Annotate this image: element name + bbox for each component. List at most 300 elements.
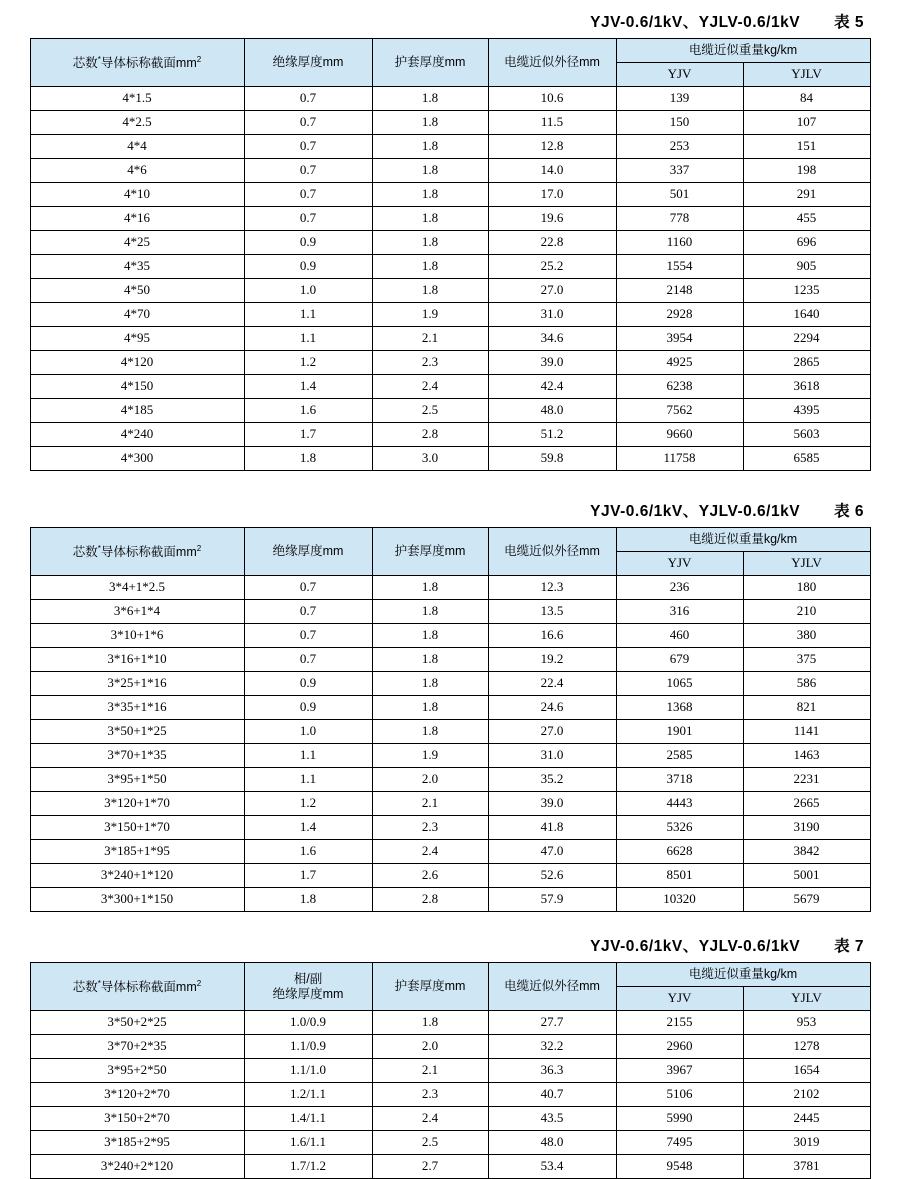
cell-insulation: 1.1 — [244, 303, 372, 327]
cell-yjlv: 586 — [743, 672, 870, 696]
caption-number-6: 表 6 — [834, 503, 864, 520]
cell-sheath: 2.7 — [372, 1155, 488, 1179]
cell-yjlv: 1654 — [743, 1059, 870, 1083]
cell-insulation: 1.1/0.9 — [244, 1035, 372, 1059]
header-sup-star-5: * — [97, 54, 101, 64]
table-row — [30, 1107, 870, 1131]
cell-yjv: 2960 — [616, 1035, 743, 1059]
cell-insulation: 0.7 — [244, 648, 372, 672]
cell-sheath: 1.8 — [372, 279, 488, 303]
table-row — [30, 576, 870, 600]
cell-sheath: 1.8 — [372, 231, 488, 255]
table-row — [30, 183, 870, 207]
cell-spec: 3*185+2*95 — [30, 1131, 244, 1155]
header-text-cores-5: 芯数 — [72, 55, 98, 70]
cell-sheath: 1.8 — [372, 87, 488, 111]
header-cell-section-7 — [30, 963, 244, 1011]
table-row — [30, 351, 870, 375]
cell-spec: 4*2.5 — [30, 111, 244, 135]
table-row — [30, 792, 870, 816]
cell-yjv: 10320 — [616, 888, 743, 912]
table-row — [30, 87, 870, 111]
table-head-6 — [30, 528, 870, 576]
cell-sheath: 1.8 — [372, 135, 488, 159]
cell-insulation: 1.7/1.2 — [244, 1155, 372, 1179]
cell-yjv: 316 — [616, 600, 743, 624]
cell-insulation: 0.9 — [244, 255, 372, 279]
cell-yjlv: 953 — [743, 1011, 870, 1035]
cell-spec: 4*6 — [30, 159, 244, 183]
cell-sheath: 1.9 — [372, 303, 488, 327]
table-row — [30, 888, 870, 912]
cell-insulation: 1.1 — [244, 327, 372, 351]
cell-spec: 3*70+1*35 — [30, 744, 244, 768]
table-block-5 — [0, 10, 900, 471]
table-row — [30, 327, 870, 351]
caption-title-6: YJV-0.6/1kV、YJLV-0.6/1kV — [590, 503, 801, 520]
cell-sheath: 2.3 — [372, 1083, 488, 1107]
cell-yjv: 9660 — [616, 423, 743, 447]
cell-sheath: 1.8 — [372, 600, 488, 624]
header-text-section-5: 导体标称截面mm — [100, 55, 197, 70]
cell-spec: 3*240+2*120 — [30, 1155, 244, 1179]
cell-insulation: 1.0 — [244, 720, 372, 744]
cell-yjlv: 151 — [743, 135, 870, 159]
cell-sheath: 1.8 — [372, 648, 488, 672]
cell-diameter: 12.3 — [488, 576, 616, 600]
table-row — [30, 159, 870, 183]
header-cell-yjlv-5: YJLV — [743, 63, 870, 87]
table-body-6 — [30, 576, 870, 912]
header-cell-insulation-7 — [244, 963, 372, 1011]
table-row — [30, 231, 870, 255]
header-row-main-6 — [30, 528, 870, 552]
cell-spec: 4*16 — [30, 207, 244, 231]
cell-yjlv: 3618 — [743, 375, 870, 399]
cell-diameter: 35.2 — [488, 768, 616, 792]
cell-insulation: 0.7 — [244, 183, 372, 207]
cell-yjv: 6628 — [616, 840, 743, 864]
table-row — [30, 375, 870, 399]
cell-insulation: 1.0/0.9 — [244, 1011, 372, 1035]
cell-yjv: 2928 — [616, 303, 743, 327]
cell-spec: 3*95+1*50 — [30, 768, 244, 792]
cell-sheath: 1.8 — [372, 672, 488, 696]
cell-insulation: 0.7 — [244, 87, 372, 111]
cell-spec: 3*4+1*2.5 — [30, 576, 244, 600]
cell-yjv: 2585 — [616, 744, 743, 768]
cell-insulation: 1.6/1.1 — [244, 1131, 372, 1155]
cell-insulation: 1.2/1.1 — [244, 1083, 372, 1107]
cell-yjv: 5106 — [616, 1083, 743, 1107]
cell-sheath: 2.8 — [372, 423, 488, 447]
cell-yjlv: 1141 — [743, 720, 870, 744]
cell-yjv: 139 — [616, 87, 743, 111]
caption-title-7: YJV-0.6/1kV、YJLV-0.6/1kV — [590, 938, 801, 955]
cell-yjv: 7495 — [616, 1131, 743, 1155]
header-cell-insulation-6: 绝缘厚度mm — [244, 528, 372, 576]
cell-diameter: 39.0 — [488, 351, 616, 375]
cell-sheath: 2.5 — [372, 1131, 488, 1155]
cell-diameter: 39.0 — [488, 792, 616, 816]
table-row — [30, 1059, 870, 1083]
header-cell-yjv-6: YJV — [616, 552, 743, 576]
cell-diameter: 16.6 — [488, 624, 616, 648]
table-row — [30, 744, 870, 768]
spec-table-5 — [30, 38, 871, 471]
cell-insulation: 1.2 — [244, 351, 372, 375]
cell-yjlv: 5603 — [743, 423, 870, 447]
cell-diameter: 14.0 — [488, 159, 616, 183]
cell-sheath: 2.6 — [372, 864, 488, 888]
cell-sheath: 2.4 — [372, 840, 488, 864]
cell-diameter: 52.6 — [488, 864, 616, 888]
table-body-7 — [30, 1011, 870, 1179]
table-row — [30, 279, 870, 303]
cell-spec: 3*70+2*35 — [30, 1035, 244, 1059]
table-row — [30, 423, 870, 447]
cell-yjlv: 107 — [743, 111, 870, 135]
cell-diameter: 36.3 — [488, 1059, 616, 1083]
header-cell-diameter-7: 电缆近似外径mm — [488, 963, 616, 1011]
header-text-section-6: 导体标称截面mm — [100, 544, 197, 559]
cell-diameter: 51.2 — [488, 423, 616, 447]
header-cell-weight-group-6: 电缆近似重量kg/km — [616, 528, 870, 552]
cell-yjv: 9548 — [616, 1155, 743, 1179]
header-cell-diameter-6: 电缆近似外径mm — [488, 528, 616, 576]
cell-diameter: 40.7 — [488, 1083, 616, 1107]
header-sup-square-5: 2 — [196, 54, 202, 64]
header-sup-square-7: 2 — [196, 978, 202, 988]
table-caption-6 — [0, 499, 900, 521]
cell-spec: 4*300 — [30, 447, 244, 471]
cell-spec: 3*95+2*50 — [30, 1059, 244, 1083]
cell-sheath: 1.8 — [372, 1011, 488, 1035]
cell-diameter: 19.2 — [488, 648, 616, 672]
table-row — [30, 255, 870, 279]
cell-spec: 4*4 — [30, 135, 244, 159]
cell-insulation: 0.7 — [244, 600, 372, 624]
cell-yjv: 1065 — [616, 672, 743, 696]
cell-yjv: 150 — [616, 111, 743, 135]
table-row — [30, 672, 870, 696]
cell-insulation: 0.7 — [244, 624, 372, 648]
cell-insulation: 0.9 — [244, 696, 372, 720]
cell-yjv: 3718 — [616, 768, 743, 792]
cell-insulation: 0.7 — [244, 159, 372, 183]
table-caption-5 — [0, 10, 900, 32]
cell-yjlv: 3842 — [743, 840, 870, 864]
header-cell-section-5 — [30, 39, 244, 87]
cell-yjlv: 198 — [743, 159, 870, 183]
cell-yjlv: 1235 — [743, 279, 870, 303]
cell-yjlv: 1463 — [743, 744, 870, 768]
cell-diameter: 27.7 — [488, 1011, 616, 1035]
header-cell-yjv-7: YJV — [616, 987, 743, 1011]
header-cell-section-6 — [30, 528, 244, 576]
cell-insulation: 1.7 — [244, 864, 372, 888]
cell-yjv: 3954 — [616, 327, 743, 351]
cell-sheath: 1.8 — [372, 576, 488, 600]
cell-insulation: 1.7 — [244, 423, 372, 447]
cell-diameter: 19.6 — [488, 207, 616, 231]
cell-yjv: 337 — [616, 159, 743, 183]
cell-yjlv: 2294 — [743, 327, 870, 351]
cell-sheath: 2.5 — [372, 399, 488, 423]
top-spacer — [0, 0, 900, 10]
cell-yjlv: 3019 — [743, 1131, 870, 1155]
cell-sheath: 2.8 — [372, 888, 488, 912]
cell-sheath: 2.1 — [372, 327, 488, 351]
cell-yjlv: 696 — [743, 231, 870, 255]
cell-yjlv: 905 — [743, 255, 870, 279]
cell-yjv: 2155 — [616, 1011, 743, 1035]
cell-yjv: 3967 — [616, 1059, 743, 1083]
cell-sheath: 1.8 — [372, 207, 488, 231]
cell-sheath: 1.8 — [372, 111, 488, 135]
cell-yjlv: 291 — [743, 183, 870, 207]
cell-spec: 3*35+1*16 — [30, 696, 244, 720]
table-row — [30, 1131, 870, 1155]
cell-insulation: 1.6 — [244, 399, 372, 423]
cell-diameter: 17.0 — [488, 183, 616, 207]
cell-diameter: 59.8 — [488, 447, 616, 471]
cell-yjv: 1368 — [616, 696, 743, 720]
header-cell-yjlv-6: YJLV — [743, 552, 870, 576]
cell-yjlv: 180 — [743, 576, 870, 600]
cell-spec: 4*240 — [30, 423, 244, 447]
table-row — [30, 720, 870, 744]
header-sup-star-7: * — [97, 978, 101, 988]
table-row — [30, 111, 870, 135]
table-row — [30, 816, 870, 840]
cell-yjlv: 1278 — [743, 1035, 870, 1059]
table-row — [30, 600, 870, 624]
cell-spec: 3*300+1*150 — [30, 888, 244, 912]
header-sup-star-6: * — [97, 543, 101, 553]
cell-yjv: 778 — [616, 207, 743, 231]
header-cell-sheath-6: 护套厚度mm — [372, 528, 488, 576]
table-row — [30, 696, 870, 720]
cell-insulation: 0.7 — [244, 111, 372, 135]
cell-yjv: 1901 — [616, 720, 743, 744]
cell-yjv: 4925 — [616, 351, 743, 375]
cell-insulation: 0.7 — [244, 207, 372, 231]
cell-yjlv: 2665 — [743, 792, 870, 816]
cell-yjlv: 2231 — [743, 768, 870, 792]
header-cell-yjv-5: YJV — [616, 63, 743, 87]
cell-yjlv: 210 — [743, 600, 870, 624]
header-cell-diameter-5: 电缆近似外径mm — [488, 39, 616, 87]
cell-diameter: 48.0 — [488, 1131, 616, 1155]
caption-number-5: 表 5 — [834, 14, 864, 31]
caption-title-5: YJV-0.6/1kV、YJLV-0.6/1kV — [590, 14, 801, 31]
table-block-7 — [0, 934, 900, 1179]
cell-yjlv: 375 — [743, 648, 870, 672]
cell-diameter: 57.9 — [488, 888, 616, 912]
cell-sheath: 1.8 — [372, 624, 488, 648]
cell-diameter: 12.8 — [488, 135, 616, 159]
cell-insulation: 1.0 — [244, 279, 372, 303]
cell-spec: 3*120+2*70 — [30, 1083, 244, 1107]
cell-sheath: 1.9 — [372, 744, 488, 768]
cell-spec: 4*185 — [30, 399, 244, 423]
table-row — [30, 207, 870, 231]
cell-yjlv: 3190 — [743, 816, 870, 840]
cell-sheath: 1.8 — [372, 183, 488, 207]
cell-sheath: 1.8 — [372, 720, 488, 744]
cell-yjv: 8501 — [616, 864, 743, 888]
table-row — [30, 1011, 870, 1035]
header-text-cores-7: 芯数 — [72, 979, 98, 994]
cell-yjlv: 5001 — [743, 864, 870, 888]
cell-yjv: 253 — [616, 135, 743, 159]
cell-yjv: 11758 — [616, 447, 743, 471]
cell-spec: 3*16+1*10 — [30, 648, 244, 672]
cell-insulation: 1.6 — [244, 840, 372, 864]
table-row — [30, 624, 870, 648]
cell-diameter: 41.8 — [488, 816, 616, 840]
cell-yjv: 5990 — [616, 1107, 743, 1131]
table-caption-7 — [0, 934, 900, 956]
cell-insulation: 1.8 — [244, 447, 372, 471]
header-insulation-line1: 相/副 — [293, 972, 323, 987]
cell-yjlv: 821 — [743, 696, 870, 720]
header-text-section-7: 导体标称截面mm — [100, 979, 197, 994]
cell-yjv: 501 — [616, 183, 743, 207]
caption-number-7: 表 7 — [834, 938, 864, 955]
cell-diameter: 47.0 — [488, 840, 616, 864]
cell-insulation: 1.1 — [244, 744, 372, 768]
block-spacer-2 — [0, 912, 900, 934]
cell-sheath: 2.4 — [372, 1107, 488, 1131]
header-text-cores-6: 芯数 — [72, 544, 98, 559]
cell-diameter: 42.4 — [488, 375, 616, 399]
cell-spec: 3*120+1*70 — [30, 792, 244, 816]
cell-insulation: 0.7 — [244, 135, 372, 159]
table-row — [30, 303, 870, 327]
cell-spec: 3*25+1*16 — [30, 672, 244, 696]
cell-spec: 3*150+2*70 — [30, 1107, 244, 1131]
cell-diameter: 34.6 — [488, 327, 616, 351]
cell-sheath: 1.8 — [372, 255, 488, 279]
cell-yjv: 4443 — [616, 792, 743, 816]
table-row — [30, 1035, 870, 1059]
cell-sheath: 3.0 — [372, 447, 488, 471]
cell-spec: 3*50+1*25 — [30, 720, 244, 744]
cell-insulation: 0.9 — [244, 672, 372, 696]
cell-sheath: 2.3 — [372, 816, 488, 840]
cell-insulation: 1.4/1.1 — [244, 1107, 372, 1131]
cell-yjlv: 2865 — [743, 351, 870, 375]
cell-insulation: 1.4 — [244, 816, 372, 840]
table-head-5 — [30, 39, 870, 87]
cell-spec: 3*240+1*120 — [30, 864, 244, 888]
table-row — [30, 864, 870, 888]
cell-insulation: 1.1 — [244, 768, 372, 792]
table-row — [30, 399, 870, 423]
cell-sheath: 1.8 — [372, 696, 488, 720]
cell-yjv: 679 — [616, 648, 743, 672]
cell-insulation: 1.2 — [244, 792, 372, 816]
cell-diameter: 24.6 — [488, 696, 616, 720]
cell-diameter: 48.0 — [488, 399, 616, 423]
header-cell-sheath-5: 护套厚度mm — [372, 39, 488, 87]
cell-sheath: 2.1 — [372, 792, 488, 816]
cell-insulation: 0.9 — [244, 231, 372, 255]
cell-spec: 4*1.5 — [30, 87, 244, 111]
cell-yjlv: 84 — [743, 87, 870, 111]
cell-spec: 3*50+2*25 — [30, 1011, 244, 1035]
cell-yjlv: 2102 — [743, 1083, 870, 1107]
cell-sheath: 1.8 — [372, 159, 488, 183]
spec-table-7 — [30, 962, 871, 1179]
cell-diameter: 22.8 — [488, 231, 616, 255]
cell-yjv: 2148 — [616, 279, 743, 303]
table-row — [30, 1083, 870, 1107]
cell-sheath: 2.0 — [372, 1035, 488, 1059]
cell-yjlv: 5679 — [743, 888, 870, 912]
header-row-main-5 — [30, 39, 870, 63]
table-row — [30, 840, 870, 864]
cell-yjv: 1554 — [616, 255, 743, 279]
cell-spec: 4*50 — [30, 279, 244, 303]
cell-yjv: 7562 — [616, 399, 743, 423]
cell-yjv: 5326 — [616, 816, 743, 840]
table-block-6 — [0, 499, 900, 912]
cell-spec: 4*70 — [30, 303, 244, 327]
cell-yjlv: 3781 — [743, 1155, 870, 1179]
cell-spec: 3*10+1*6 — [30, 624, 244, 648]
cell-yjv: 1160 — [616, 231, 743, 255]
cell-insulation: 1.4 — [244, 375, 372, 399]
cell-spec: 3*6+1*4 — [30, 600, 244, 624]
header-sup-square-6: 2 — [196, 543, 202, 553]
cell-spec: 3*185+1*95 — [30, 840, 244, 864]
cell-insulation: 1.8 — [244, 888, 372, 912]
cell-diameter: 32.2 — [488, 1035, 616, 1059]
cell-sheath: 2.3 — [372, 351, 488, 375]
cell-spec: 4*95 — [30, 327, 244, 351]
cell-diameter: 25.2 — [488, 255, 616, 279]
header-cell-sheath-7: 护套厚度mm — [372, 963, 488, 1011]
cell-insulation: 0.7 — [244, 576, 372, 600]
header-cell-insulation-5: 绝缘厚度mm — [244, 39, 372, 87]
block-spacer-1 — [0, 471, 900, 499]
cell-yjlv: 6585 — [743, 447, 870, 471]
header-cell-weight-group-7: 电缆近似重量kg/km — [616, 963, 870, 987]
table-row — [30, 648, 870, 672]
cell-spec: 4*35 — [30, 255, 244, 279]
cell-yjlv: 380 — [743, 624, 870, 648]
cell-yjv: 460 — [616, 624, 743, 648]
cell-diameter: 27.0 — [488, 279, 616, 303]
cell-yjlv: 455 — [743, 207, 870, 231]
cell-sheath: 2.4 — [372, 375, 488, 399]
header-cell-weight-group-5: 电缆近似重量kg/km — [616, 39, 870, 63]
cell-yjv: 6238 — [616, 375, 743, 399]
cell-spec: 4*10 — [30, 183, 244, 207]
cell-spec: 4*150 — [30, 375, 244, 399]
cell-spec: 3*150+1*70 — [30, 816, 244, 840]
cell-insulation: 1.1/1.0 — [244, 1059, 372, 1083]
table-body-5 — [30, 87, 870, 471]
cell-diameter: 31.0 — [488, 744, 616, 768]
cell-diameter: 10.6 — [488, 87, 616, 111]
cell-yjlv: 1640 — [743, 303, 870, 327]
cell-diameter: 11.5 — [488, 111, 616, 135]
cell-diameter: 53.4 — [488, 1155, 616, 1179]
